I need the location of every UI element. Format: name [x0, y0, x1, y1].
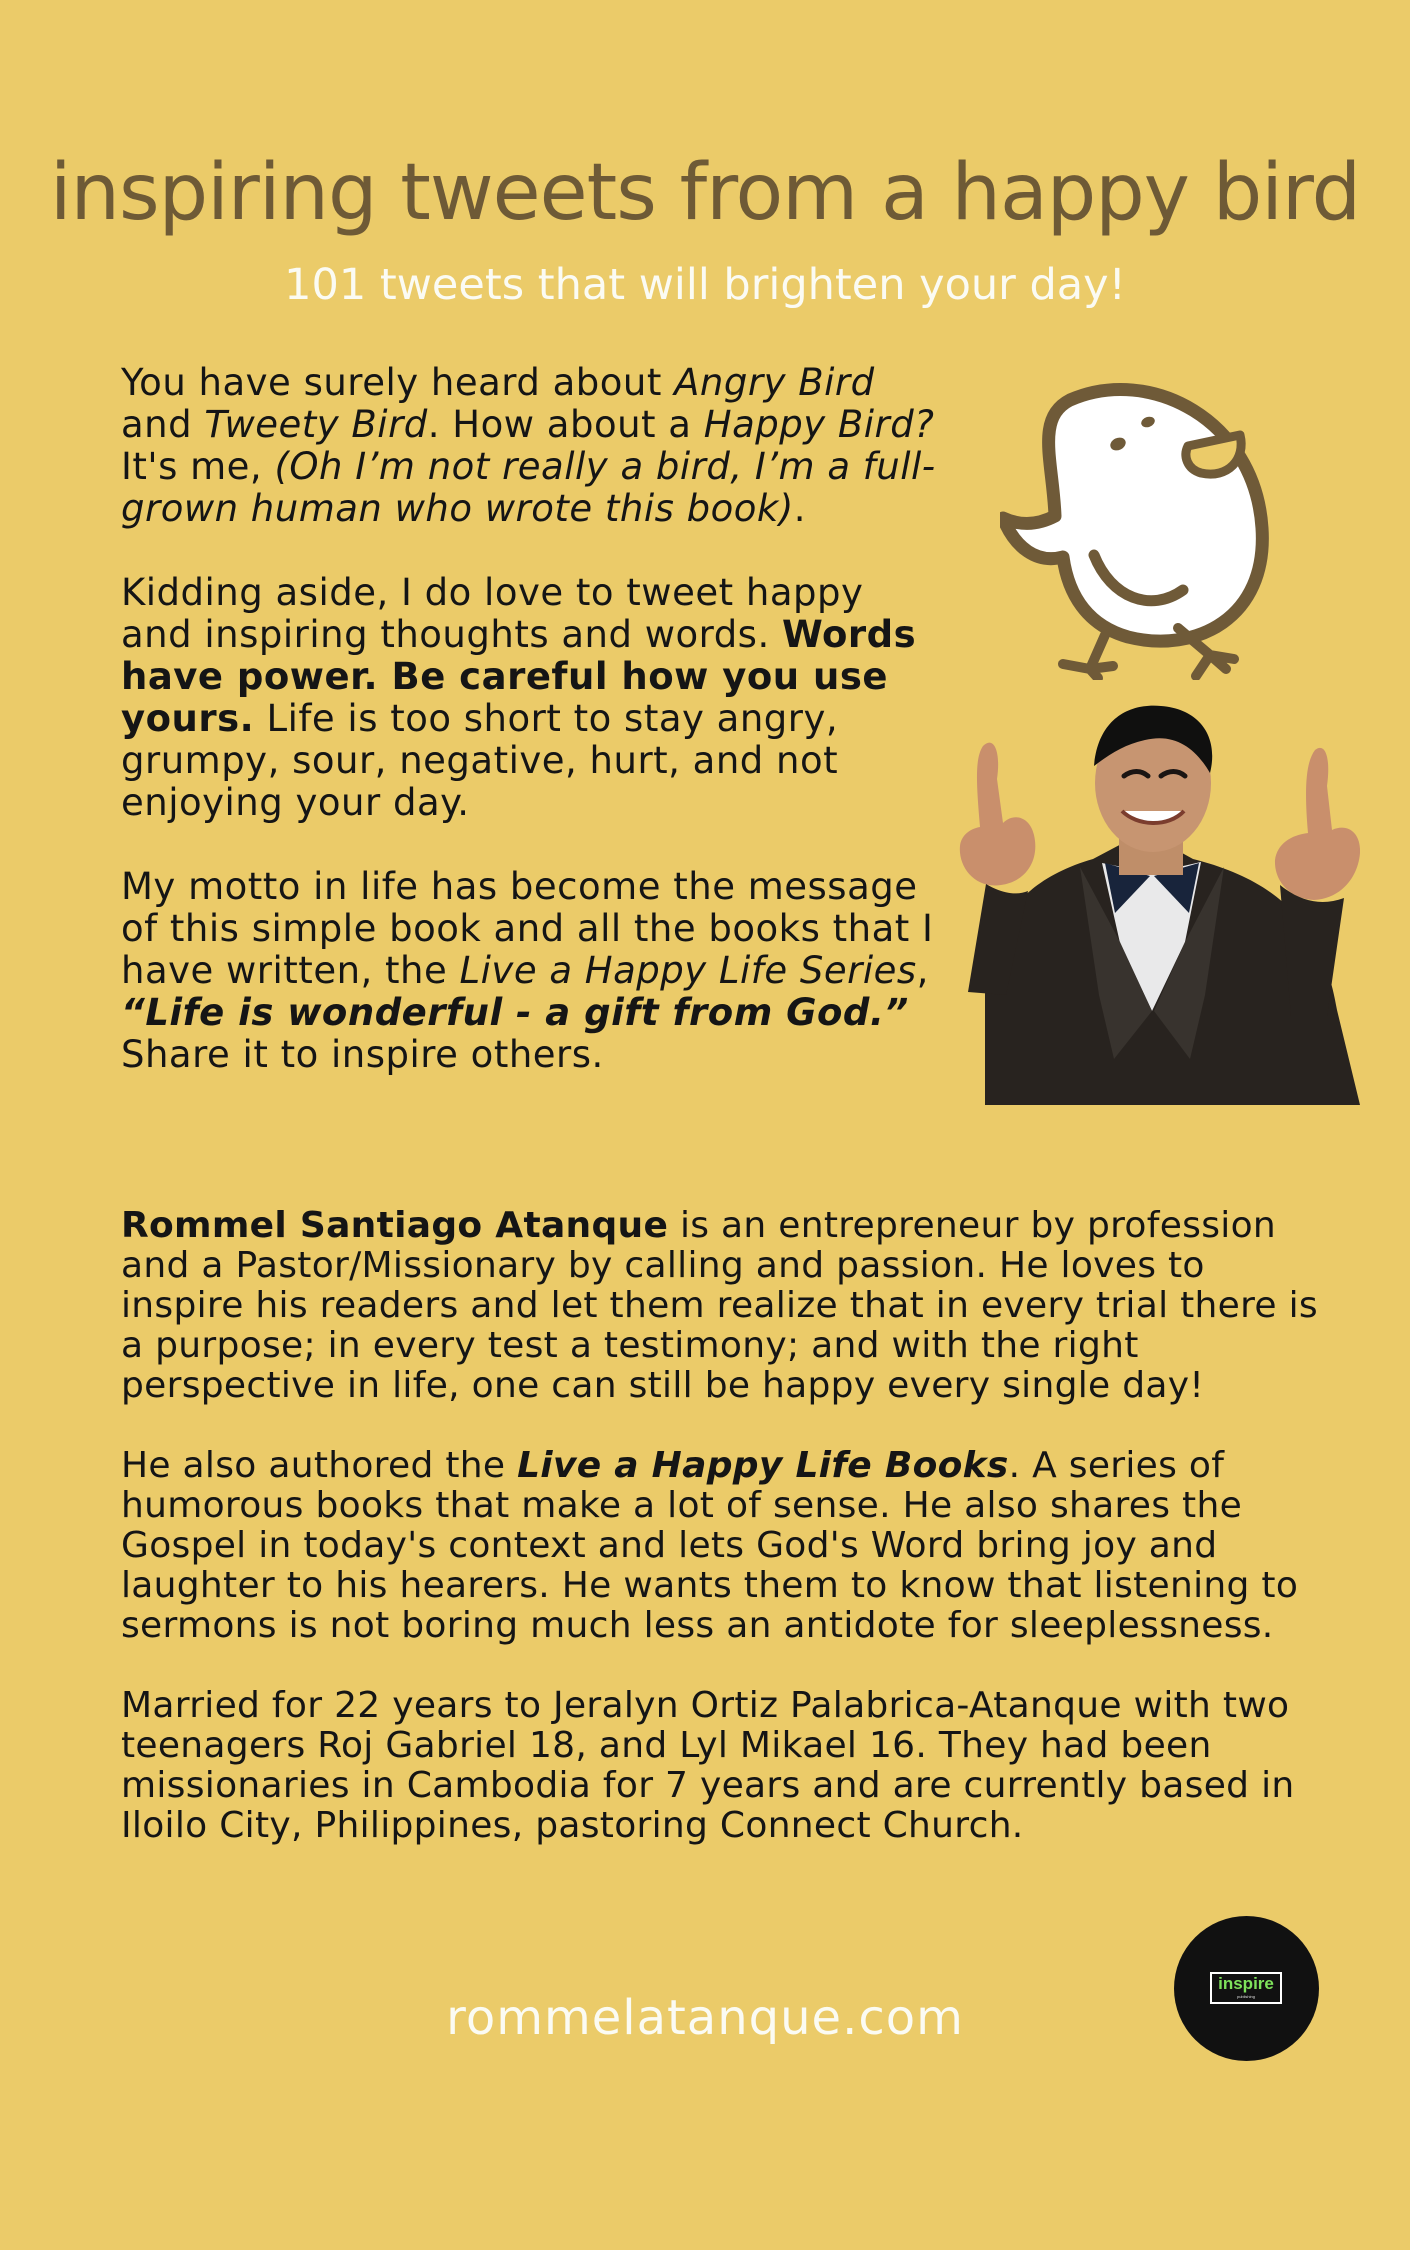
publisher-logo-box: [1210, 1972, 1282, 2004]
publisher-logo-text: inspire: [1218, 1974, 1274, 1993]
intro-text: Kidding aside, I do love to tweet happy and inspiring thoughts and words.: [121, 571, 864, 656]
bio-text: is an entrepreneur by profession and a Pastor/Missionary by calling and passion. He loves to inspire his readers and let them realize that in every trial there is a purpose; in every test a testimony; and with the right perspective in life, one can still be happy every single day!: [121, 1205, 1318, 1406]
publisher-logo-badge: [1174, 1916, 1319, 2061]
happy-bird-icon: [1000, 380, 1280, 680]
intro-text: Share it to inspire others.: [121, 1033, 604, 1076]
books-series-title-text: Live a Happy Life Books: [517, 1445, 1009, 1486]
emphasis-text: Words have power. Be careful how you use yours.: [121, 613, 917, 740]
intro-text: It's me,: [121, 445, 275, 488]
publisher-logo-subtext: publishing: [1236, 1994, 1255, 1999]
motto-quote-text: “Life is wonderful - a gift from God.”: [121, 991, 909, 1034]
happy-bird-reference: Happy Bird?: [703, 403, 935, 446]
book-title: inspiring tweets from a happy bird: [49, 148, 1361, 238]
bio-text: He also authored the: [121, 1445, 518, 1486]
books-series-title: [517, 1445, 1009, 1486]
series-title: Live a Happy Life Series: [459, 949, 917, 992]
bio-text: . A series of humorous books that make a lot of sense. He also shares the Gospel in today's context and lets God's Word bring joy and laughter to his hearers. He wants them to know that listening to sermons is not boring much less an antidote for sleeplessness.: [121, 1445, 1299, 1646]
intro-text: My motto in life has become the message of this simple book and all the books that I have written, the: [121, 865, 934, 992]
intro-text: Life is too short to stay angry, grumpy, sour, negative, hurt, and not enjoying your day.: [121, 697, 839, 824]
bio-paragraph-3: [121, 1686, 1321, 1846]
intro-text: .: [793, 487, 807, 530]
intro-aside: (Oh I’m not really a bird, I’m a full-grown human who wrote this book): [121, 445, 936, 530]
author-photo: [930, 695, 1360, 1105]
intro-paragraph-1: [121, 362, 941, 530]
intro-paragraph-3: [121, 866, 941, 1076]
intro-text: and: [121, 403, 205, 446]
bio-paragraph-1: [121, 1206, 1321, 1406]
tweety-bird-reference: Tweety Bird: [204, 403, 428, 446]
motto-quote: [121, 991, 909, 1034]
intro-text: You have surely heard about: [121, 361, 675, 404]
intro-text: . How about a: [427, 403, 704, 446]
author-bio-section: [121, 1206, 1321, 1886]
website-link[interactable]: rommelatanque.com: [446, 1990, 964, 2046]
intro-section: [121, 362, 941, 1118]
bio-paragraph-2: [121, 1446, 1321, 1646]
intro-text: ,: [916, 949, 929, 992]
author-name: Rommel Santiago Atanque: [121, 1205, 669, 1246]
book-subtitle: 101 tweets that will brighten your day!: [284, 260, 1126, 310]
angry-bird-reference: Angry Bird: [674, 361, 875, 404]
intro-paragraph-2: [121, 572, 941, 824]
bio-text: Married for 22 years to Jeralyn Ortiz Palabrica-Atanque with two teenagers Roj Gabriel 18, and Lyl Mikael 16. They had been missionaries in Cambodia for 7 years and are currently based in Iloilo City, Philippines, pastoring Connect Church.: [121, 1685, 1295, 1846]
